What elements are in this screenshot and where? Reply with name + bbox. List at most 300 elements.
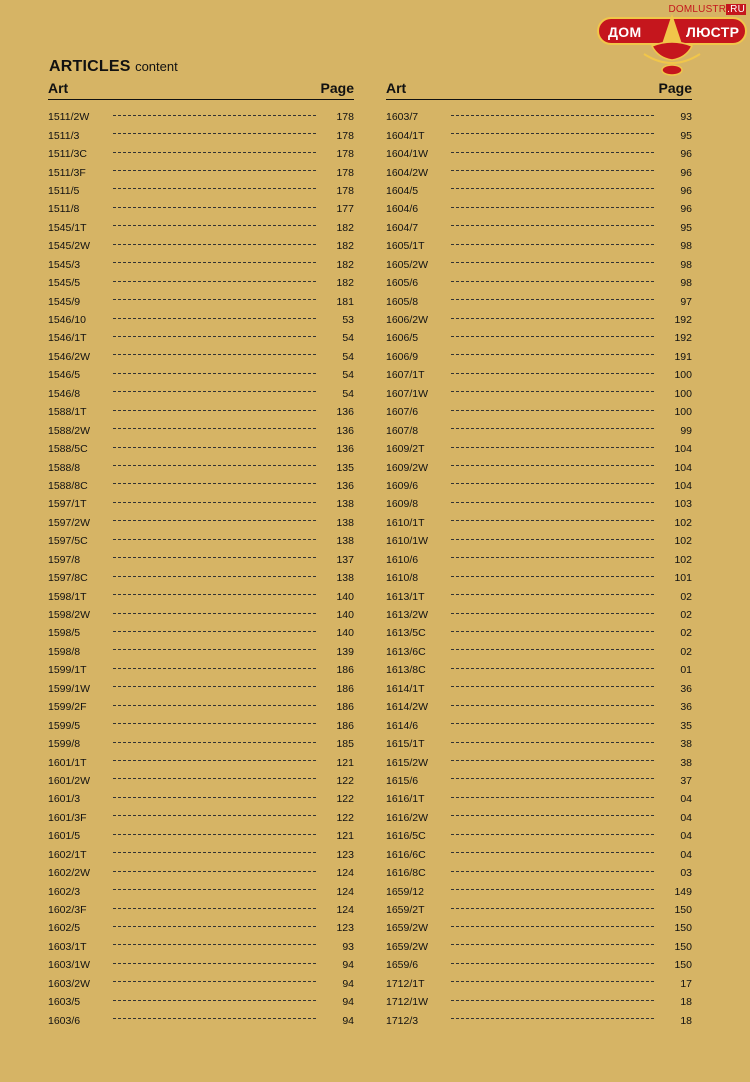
article-code: 1614/2W [386, 701, 429, 714]
page-number: 104 [674, 461, 692, 474]
article-row [48, 440, 354, 458]
leader-dots [113, 1018, 316, 1019]
leader-dots [113, 944, 316, 945]
page-number: 140 [336, 590, 354, 603]
articles-column-left [48, 77, 354, 1030]
leader-dots [113, 520, 316, 521]
article-row [48, 532, 354, 550]
article-row [48, 329, 354, 347]
page-number: 100 [674, 406, 692, 419]
leader-dots [451, 944, 654, 945]
article-row [48, 809, 354, 827]
article-row [48, 901, 354, 919]
leader-dots [113, 262, 316, 263]
leader-dots [451, 557, 654, 558]
leader-dots [451, 705, 654, 706]
page-number: 124 [336, 867, 354, 880]
article-code: 1601/1T [48, 756, 87, 769]
article-row [48, 827, 354, 845]
title-sub: content [135, 59, 178, 74]
page-number: 37 [680, 774, 692, 787]
leader-dots [113, 908, 316, 909]
article-code: 1511/2W [48, 111, 90, 124]
article-code: 1601/2W [48, 774, 91, 787]
article-code: 1610/1W [386, 535, 429, 548]
leader-dots [451, 981, 654, 982]
leader-dots [451, 723, 654, 724]
article-code: 1599/1W [48, 682, 91, 695]
article-row [386, 698, 692, 716]
article-code: 1616/2W [386, 811, 429, 824]
article-code: 1511/3C [48, 148, 87, 161]
page-number: 178 [336, 166, 354, 179]
article-row [386, 846, 692, 864]
page-number: 02 [680, 609, 692, 622]
page-number: 121 [336, 756, 354, 769]
article-row [48, 348, 354, 366]
page-number: 04 [680, 793, 692, 806]
leader-dots [113, 594, 316, 595]
article-row [386, 993, 692, 1011]
article-row [386, 956, 692, 974]
article-row [48, 108, 354, 126]
page-number: 54 [342, 332, 354, 345]
article-code: 1609/2W [386, 461, 429, 474]
leader-dots [451, 852, 654, 853]
article-row [48, 1011, 354, 1029]
article-row [48, 735, 354, 753]
leader-dots [113, 631, 316, 632]
leader-dots [113, 815, 316, 816]
article-row [48, 846, 354, 864]
page-number: 96 [680, 184, 692, 197]
page-number: 181 [336, 295, 354, 308]
page-number: 99 [680, 424, 692, 437]
leader-dots [113, 428, 316, 429]
page-number: 150 [674, 904, 692, 917]
article-row [48, 311, 354, 329]
article-row [386, 348, 692, 366]
article-code: 1615/6 [386, 774, 419, 787]
article-row [386, 403, 692, 421]
page-number: 191 [674, 350, 692, 363]
article-row [386, 237, 692, 255]
article-code: 1599/1T [48, 664, 87, 677]
article-row [386, 421, 692, 439]
article-row [48, 938, 354, 956]
leader-dots [113, 318, 316, 319]
article-row [386, 311, 692, 329]
article-code: 1609/6 [386, 479, 419, 492]
page-number: 178 [336, 129, 354, 142]
leader-dots [113, 963, 316, 964]
article-row [386, 495, 692, 513]
page-number: 124 [336, 904, 354, 917]
leader-dots [451, 354, 654, 355]
page-number: 150 [674, 922, 692, 935]
page-number: 138 [336, 516, 354, 529]
leader-dots [451, 502, 654, 503]
page-number: 97 [680, 295, 692, 308]
page-number: 94 [342, 1014, 354, 1027]
article-row [386, 366, 692, 384]
article-code: 1546/1T [48, 332, 87, 345]
leader-dots [113, 852, 316, 853]
page-number: 123 [336, 848, 354, 861]
page-number: 136 [336, 424, 354, 437]
article-row [386, 532, 692, 550]
page-number: 96 [680, 166, 692, 179]
page-number: 95 [680, 221, 692, 234]
article-code: 1605/2W [386, 258, 429, 271]
article-code: 1602/1T [48, 848, 87, 861]
page-number: 95 [680, 129, 692, 142]
article-row [386, 329, 692, 347]
leader-dots [451, 834, 654, 835]
article-code: 1546/2W [48, 350, 91, 363]
article-row [386, 827, 692, 845]
article-row [48, 182, 354, 200]
article-row [48, 864, 354, 882]
page-number: 136 [336, 406, 354, 419]
article-code: 1588/2W [48, 424, 91, 437]
leader-dots [451, 576, 654, 577]
article-row [386, 680, 692, 698]
leader-dots [113, 354, 316, 355]
page-number: 54 [342, 369, 354, 382]
leader-dots [451, 207, 654, 208]
page-number: 122 [336, 811, 354, 824]
article-row [48, 772, 354, 790]
page-number: 98 [680, 258, 692, 271]
leader-dots [451, 686, 654, 687]
page-number: 38 [680, 756, 692, 769]
article-code: 1615/2W [386, 756, 429, 769]
article-row [48, 569, 354, 587]
article-row [386, 587, 692, 605]
article-row [48, 477, 354, 495]
article-code: 1610/6 [386, 553, 419, 566]
article-code: 1598/5 [48, 627, 81, 640]
page-number: 02 [680, 627, 692, 640]
leader-dots [451, 742, 654, 743]
article-code: 1597/1T [48, 498, 87, 511]
article-row [48, 237, 354, 255]
leader-dots [113, 686, 316, 687]
leader-dots [113, 188, 316, 189]
page-number: 138 [336, 535, 354, 548]
leader-dots [451, 797, 654, 798]
article-row [386, 163, 692, 181]
page-number: 104 [674, 443, 692, 456]
article-code: 1659/6 [386, 959, 419, 972]
logo-url: DOMLUSTR.RU [668, 4, 745, 15]
article-row [386, 624, 692, 642]
page-number: 138 [336, 498, 354, 511]
leader-dots [451, 815, 654, 816]
article-code: 1588/8C [48, 479, 88, 492]
page-number: 35 [680, 719, 692, 732]
article-row [48, 587, 354, 605]
article-code: 1659/12 [386, 885, 424, 898]
article-row [386, 735, 692, 753]
page-number: 96 [680, 148, 692, 161]
leader-dots [113, 778, 316, 779]
leader-dots [113, 871, 316, 872]
page-number: 122 [336, 774, 354, 787]
article-code: 1546/10 [48, 314, 86, 327]
page-number: 104 [674, 479, 692, 492]
logo-word-lustr: ЛЮСТР [686, 24, 740, 40]
article-code: 1598/1T [48, 590, 87, 603]
leader-dots [113, 797, 316, 798]
leader-dots [113, 889, 316, 890]
column-header [48, 77, 354, 100]
article-code: 1614/1T [386, 682, 425, 695]
page-number: 182 [336, 221, 354, 234]
article-row [386, 606, 692, 624]
article-code: 1603/1T [48, 940, 87, 953]
article-code: 1610/8 [386, 572, 419, 585]
article-code: 1546/8 [48, 387, 81, 400]
article-row [386, 126, 692, 144]
article-code: 1602/2W [48, 867, 91, 880]
page-number: 186 [336, 701, 354, 714]
article-row [386, 1011, 692, 1029]
article-row [48, 975, 354, 993]
article-row [48, 624, 354, 642]
leader-dots [113, 465, 316, 466]
article-row [386, 477, 692, 495]
header-art: Art [386, 80, 407, 96]
article-code: 1599/2F [48, 701, 87, 714]
article-row [386, 901, 692, 919]
page-number: 02 [680, 590, 692, 603]
page-number: 136 [336, 479, 354, 492]
leader-dots [113, 649, 316, 650]
page-number: 18 [680, 996, 692, 1009]
article-row [386, 385, 692, 403]
leader-dots [451, 539, 654, 540]
leader-dots [451, 225, 654, 226]
page-title [49, 57, 178, 77]
header-art: Art [48, 80, 69, 96]
leader-dots [451, 336, 654, 337]
article-row [386, 458, 692, 476]
page-number: 96 [680, 203, 692, 216]
article-code: 1604/1T [386, 129, 425, 142]
article-code: 1604/1W [386, 148, 429, 161]
article-code: 1603/5 [48, 996, 81, 1009]
page-number: 94 [342, 977, 354, 990]
leader-dots [451, 262, 654, 263]
page-number: 150 [674, 959, 692, 972]
article-row [386, 772, 692, 790]
article-code: 1606/2W [386, 314, 429, 327]
brand-logo[interactable] [594, 2, 750, 78]
page-number: 93 [342, 940, 354, 953]
article-row [386, 919, 692, 937]
leader-dots [451, 170, 654, 171]
article-row [48, 882, 354, 900]
article-code: 1511/5 [48, 184, 80, 197]
page-number: 98 [680, 277, 692, 290]
article-row [48, 993, 354, 1011]
leader-dots [113, 133, 316, 134]
page-number: 136 [336, 443, 354, 456]
page-number: 124 [336, 885, 354, 898]
leader-dots [113, 1000, 316, 1001]
article-code: 1605/1T [386, 240, 425, 253]
leader-dots [451, 520, 654, 521]
page-number: 101 [674, 572, 692, 585]
page-number: 102 [674, 535, 692, 548]
leader-dots [113, 281, 316, 282]
leader-dots [451, 133, 654, 134]
article-list-left [48, 108, 354, 1030]
leader-dots [451, 613, 654, 614]
article-row [48, 956, 354, 974]
page-number: 121 [336, 830, 354, 843]
article-code: 1614/6 [386, 719, 419, 732]
leader-dots [113, 557, 316, 558]
article-row [386, 256, 692, 274]
article-code: 1597/5C [48, 535, 88, 548]
article-row [48, 219, 354, 237]
article-row [48, 292, 354, 310]
article-code: 1613/5C [386, 627, 426, 640]
article-code: 1616/1T [386, 793, 425, 806]
article-code: 1601/3F [48, 811, 87, 824]
leader-dots [451, 1018, 654, 1019]
article-row [48, 145, 354, 163]
article-code: 1605/8 [386, 295, 419, 308]
article-code: 1659/2T [386, 904, 425, 917]
page-number: 178 [336, 148, 354, 161]
leader-dots [113, 170, 316, 171]
page-number: 103 [674, 498, 692, 511]
article-row [48, 495, 354, 513]
article-code: 1604/6 [386, 203, 419, 216]
article-row [386, 661, 692, 679]
page-number: 178 [336, 111, 354, 124]
page-number: 178 [336, 184, 354, 197]
article-row [386, 145, 692, 163]
leader-dots [113, 834, 316, 835]
article-code: 1597/2W [48, 516, 91, 529]
article-code: 1607/6 [386, 406, 419, 419]
article-row [48, 680, 354, 698]
article-code: 1610/1T [386, 516, 425, 529]
page-number: 03 [680, 867, 692, 880]
leader-dots [113, 668, 316, 669]
leader-dots [451, 760, 654, 761]
page-number: 150 [674, 940, 692, 953]
article-code: 1606/9 [386, 350, 419, 363]
leader-dots [451, 410, 654, 411]
leader-dots [451, 871, 654, 872]
article-row [386, 809, 692, 827]
article-code: 1545/3 [48, 258, 81, 271]
article-row [48, 163, 354, 181]
page-number: 01 [680, 664, 692, 677]
header-page: Page [320, 80, 354, 96]
page-number: 17 [680, 977, 692, 990]
article-row [386, 514, 692, 532]
article-code: 1598/8 [48, 645, 81, 658]
article-row [48, 661, 354, 679]
page-number: 122 [336, 793, 354, 806]
leader-dots [113, 539, 316, 540]
leader-dots [113, 115, 316, 116]
page-number: 102 [674, 553, 692, 566]
articles-column-right [386, 77, 692, 1030]
leader-dots [113, 981, 316, 982]
page-number: 186 [336, 719, 354, 732]
page-number: 36 [680, 701, 692, 714]
article-code: 1603/7 [386, 111, 419, 124]
article-code: 1511/8 [48, 203, 80, 216]
article-code: 1603/2W [48, 977, 91, 990]
leader-dots [113, 391, 316, 392]
leader-dots [451, 373, 654, 374]
article-row [386, 569, 692, 587]
article-row [386, 440, 692, 458]
leader-dots [113, 299, 316, 300]
leader-dots [451, 778, 654, 779]
leader-dots [451, 889, 654, 890]
page-number: 139 [336, 645, 354, 658]
page-number: 53 [342, 314, 354, 327]
article-code: 1613/6C [386, 645, 426, 658]
leader-dots [451, 281, 654, 282]
article-code: 1597/8 [48, 553, 81, 566]
article-code: 1599/8 [48, 738, 81, 751]
article-row [386, 274, 692, 292]
article-code: 1588/8 [48, 461, 81, 474]
article-code: 1604/5 [386, 184, 419, 197]
article-row [386, 292, 692, 310]
page-number: 137 [336, 553, 354, 566]
page-number: 100 [674, 369, 692, 382]
leader-dots [113, 207, 316, 208]
article-row [48, 385, 354, 403]
article-row [48, 200, 354, 218]
article-row [48, 919, 354, 937]
leader-dots [113, 926, 316, 927]
article-code: 1599/5 [48, 719, 81, 732]
leader-dots [113, 152, 316, 153]
article-code: 1605/6 [386, 277, 419, 290]
page-number: 177 [336, 203, 354, 216]
article-code: 1511/3F [48, 166, 86, 179]
article-code: 1588/5C [48, 443, 88, 456]
article-code: 1604/7 [386, 221, 419, 234]
page-number: 149 [674, 885, 692, 898]
article-row [386, 200, 692, 218]
page-number: 135 [336, 461, 354, 474]
leader-dots [451, 188, 654, 189]
article-code: 1601/3 [48, 793, 81, 806]
page-number: 98 [680, 240, 692, 253]
article-row [386, 882, 692, 900]
page-number: 94 [342, 959, 354, 972]
article-code: 1659/2W [386, 922, 429, 935]
leader-dots [113, 483, 316, 484]
leader-dots [113, 225, 316, 226]
article-code: 1511/3 [48, 129, 80, 142]
article-code: 1613/8C [386, 664, 426, 677]
